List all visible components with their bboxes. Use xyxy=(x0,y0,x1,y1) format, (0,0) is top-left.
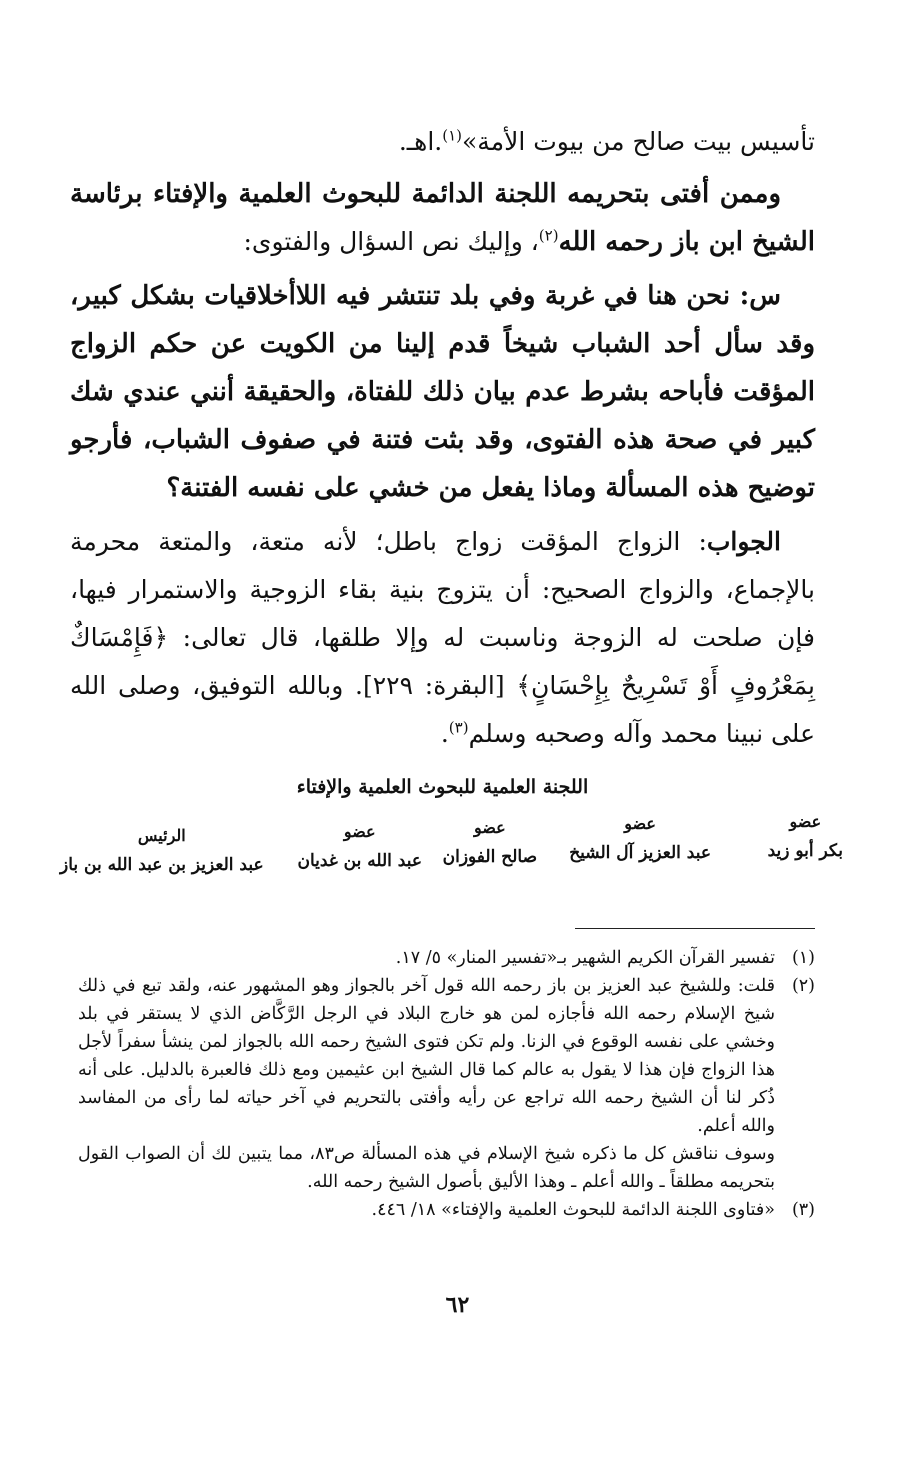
footnote-2-continuation: وسوف نناقش كل ما ذكره شيخ الإسلام في هذه المسألة ص٨٣، مما يتبين لك أن الصواب القول بتحريمه مطلقاً ـ والله أعلم ـ وهذا الأليق بأصول الشيخ رحمه الله. xyxy=(78,1144,775,1192)
signature-member-1 xyxy=(768,812,843,861)
answer-paragraph xyxy=(70,518,815,758)
signature-role: الرئيس xyxy=(137,826,186,845)
committee-title: اللجنة العلمية للبحوث العلمية والإفتاء xyxy=(296,776,589,798)
main-text xyxy=(60,118,843,907)
footnote-number: (٢) xyxy=(791,976,815,996)
quote-end: .اهـ. xyxy=(398,127,443,156)
signature-name: عبد العزيز آل الشيخ xyxy=(569,843,711,863)
signature-name: صالح الفوزان xyxy=(442,847,537,867)
signatures xyxy=(60,812,843,907)
signature-name: عبد الله بن غديان xyxy=(297,851,422,871)
signature-role: عضو xyxy=(343,822,376,841)
signature-role: عضو xyxy=(624,814,656,833)
signature-chairman xyxy=(60,826,264,875)
footnote-divider xyxy=(575,928,815,929)
footnote-text: «فتاوى اللجنة الدائمة للبحوث العلمية والإفتاء» ١٨/ ٤٤٦. xyxy=(371,1200,775,1220)
quote-text: تأسيس بيت صالح من بيوت الأمة» xyxy=(462,127,815,156)
footnote-ref-1: (١) xyxy=(442,126,462,145)
paragraph-quote-end xyxy=(70,118,815,166)
answer-text: : الزواج المؤقت زواج باطل؛ لأنه متعة، والمتعة محرمة بالإجماع، والزواج الصحيح: أن يتزوج بنية بقاء الزوجية والاستمرار فيها، فإن صلحت له الزوجة وناسبت له وإلا طلقها، قال تعالى: ﴿فَإِمْسَاكٌ بِمَعْرُوفٍ أَوْ تَسْرِيحٌ بِإِحْسَانٍ﴾ [البقرة: ٢٢٩]. وبالله التوفيق، وصلى الله على نبينا محمد وآله وصحبه وسلم xyxy=(70,527,816,748)
signature-name: عبد العزيز بن عبد الله بن باز xyxy=(60,855,264,875)
footnote-1 xyxy=(78,944,815,972)
paragraph-committee-intro xyxy=(70,170,815,266)
intro-text: وممن أفتى بتحريمه اللجنة الدائمة للبحوث العلمية والإفتاء برئاسة الشيخ ابن باز رحمه الله xyxy=(70,179,815,257)
footnote-text: قلت: وللشيخ عبد العزيز بن باز رحمه الله قول آخر بالجواز وهو المشهور عنه، ولقد تبع في ذلك شيخ الإسلام رحمه الله فأجازه لمن هو خارج البلاد في الرجل الرَّكَّاض الذي لا يستقر في بلد وخشي على نفسه الوقوع في الزنا. ولم تكن فتوى الشيخ رحمه الله بالجواز لمن ينشأ سفراً لأجل هذا الزواج فإن هذا لا يقول به عالم كما قال الشيخ ابن عثيمين ومع ذلك فالعبرة بالدليل. على أنه ذُكر لنا أن الشيخ رحمه الله تراجع عن رأيه وأفتى بالتحريم في آخر حياته لما رأى من المفاسد والله أعلم. xyxy=(78,976,775,1136)
footnote-text: تفسير القرآن الكريم الشهير بـ«تفسير المنار» ٥/ ١٧. xyxy=(395,948,775,968)
page-number: ٦٢ xyxy=(445,1292,470,1318)
signature-role: عضو xyxy=(473,818,506,837)
footnote-2 xyxy=(78,972,815,1140)
answer-label: الجواب xyxy=(706,527,781,556)
footnote-ref-3: (٣) xyxy=(448,718,469,737)
intro-end: ، وإليك نص السؤال والفتوى: xyxy=(243,227,539,256)
signature-member-3 xyxy=(443,818,537,867)
footnote-3 xyxy=(78,1196,815,1224)
footnotes xyxy=(78,944,815,1224)
signature-member-2 xyxy=(569,814,711,863)
question-paragraph: س: نحن هنا في غربة وفي بلد تنتشر فيه اللاأخلاقيات بشكل كبير، وقد سأل أحد الشباب شيخاً قدم إلينا من الكويت عن حكم الزواج المؤقت فأباحه بشرط عدم بيان ذلك للفتاة، والحقيقة أنني عندي شك كبير في صحة هذه الفتوى، وقد بثت فتنة في صفوف الشباب، فأرجو توضيح هذه المسألة وماذا يفعل من خشي على نفسه الفتنة؟ xyxy=(70,281,815,503)
answer-end: . xyxy=(440,719,449,748)
signature-member-4 xyxy=(298,822,422,871)
footnote-ref-2: (٢) xyxy=(538,226,559,245)
signature-role: عضو xyxy=(789,812,822,831)
signature-name: بكر أبو زيد xyxy=(767,841,843,861)
footnote-number: (١) xyxy=(791,948,815,968)
footnote-number: (٣) xyxy=(791,1200,815,1220)
